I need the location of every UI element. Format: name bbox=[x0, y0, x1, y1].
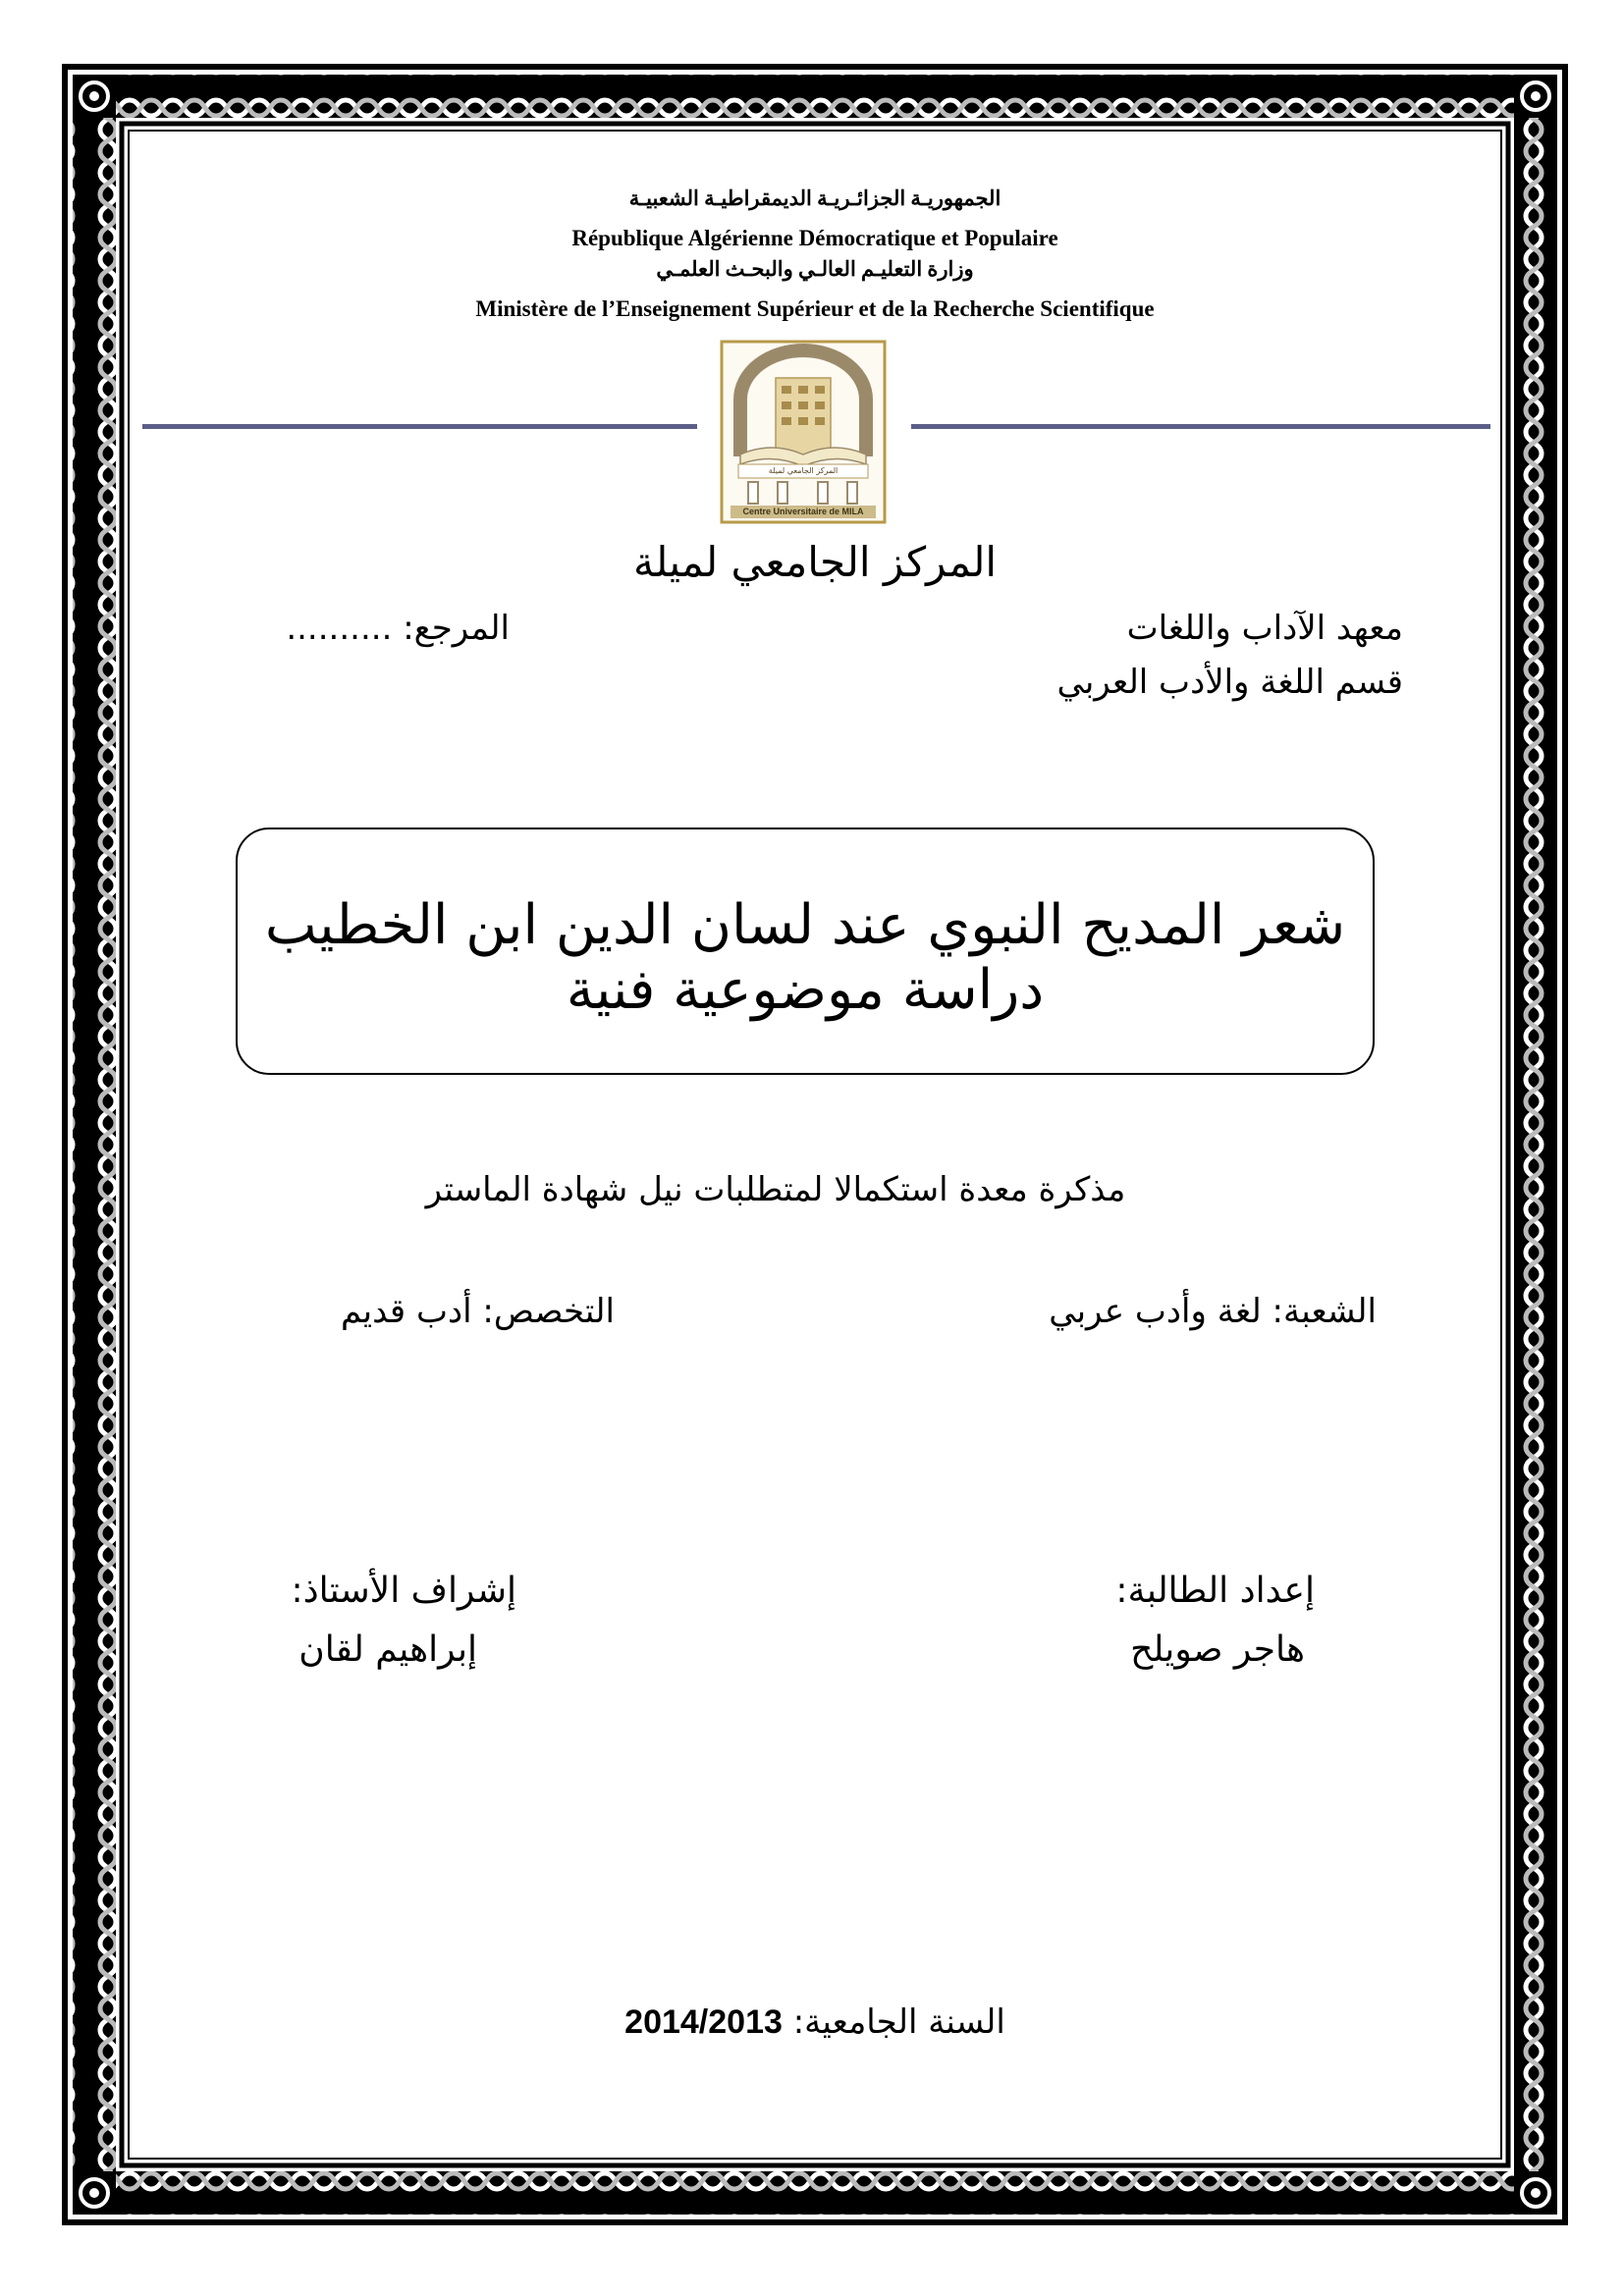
thesis-title-line1: شعر المديح النبوي عند لسان الدين ابن الخطيب bbox=[264, 893, 1346, 957]
supervisor-label: إشراف الأستاذ: bbox=[291, 1571, 516, 1611]
ministry-fr: Ministère de l’Enseignement Supérieur et de la Recherche Scientifique bbox=[475, 296, 1155, 321]
student-name: هاجر صويلح bbox=[1130, 1629, 1305, 1670]
supervisor-name: إبراهيم لقان bbox=[298, 1629, 477, 1670]
institute-name: معهد الآداب واللغات bbox=[1126, 609, 1403, 648]
department-name: قسم اللغة والأدب العربي bbox=[1056, 663, 1403, 702]
header-rule-left bbox=[142, 424, 697, 429]
logo-banner-text: المركز الجامعي لميلة bbox=[768, 466, 839, 475]
ministry-ar: وزارة التعليـم العالـي والبحـث العلمـي bbox=[656, 257, 974, 281]
academic-year-label: السنة الجامعية: bbox=[792, 2002, 1005, 2042]
logo-emblem-icon bbox=[719, 339, 888, 525]
student-label: إعداد الطالبة: bbox=[1115, 1571, 1315, 1611]
reference-field: المرجع: .......... bbox=[286, 609, 510, 648]
thesis-purpose: مذكرة معدة استكمالا لمتطلبات نيل شهادة الماستر bbox=[425, 1170, 1126, 1209]
institution-name: المركز الجامعي لميلة bbox=[632, 538, 998, 586]
thesis-title-line2: دراسة موضوعية فنية bbox=[566, 958, 1045, 1022]
academic-year bbox=[393, 2002, 1237, 2042]
header-rule-right bbox=[911, 424, 1490, 429]
specialty-field: التخصص: أدب قديم bbox=[340, 1292, 615, 1331]
branch-field: الشعبة: لغة وأدب عربي bbox=[1049, 1292, 1377, 1331]
logo-caption: Centre Universitaire de MILA bbox=[742, 507, 864, 516]
republic-fr: République Algérienne Démocratique et Populaire bbox=[571, 226, 1058, 250]
academic-year-value: 2014/2013 bbox=[624, 2003, 783, 2041]
university-logo bbox=[719, 339, 888, 525]
republic-ar: الجمهوريـة الجزائـريـة الديمقراطيـة الشعبيـة bbox=[628, 187, 1001, 210]
thesis-title-box bbox=[236, 828, 1375, 1075]
